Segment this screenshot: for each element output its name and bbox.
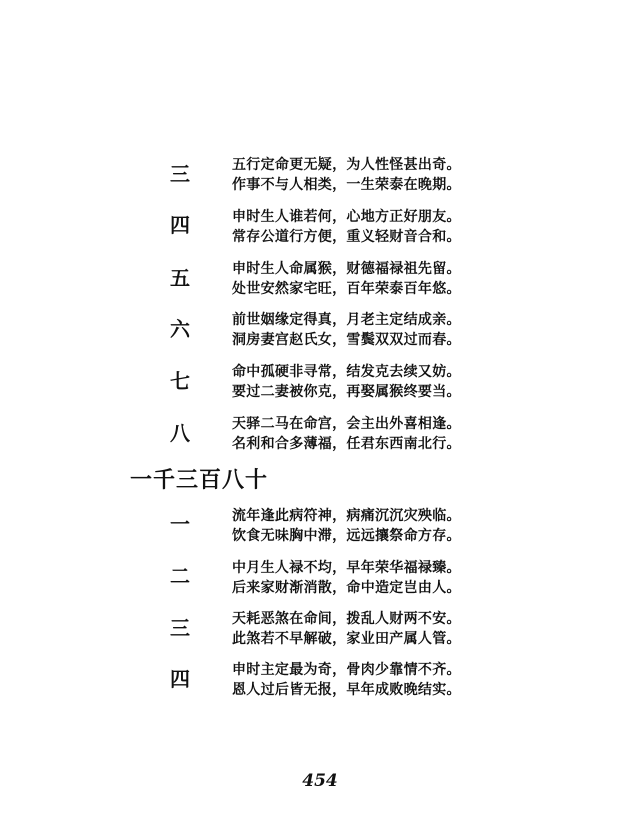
verse-entry: [0, 414, 640, 464]
verse-line: 作事不与人相类，一生荣泰在晚期。: [232, 177, 461, 193]
verse-number: 三: [170, 162, 190, 186]
verse-number: 五: [170, 266, 190, 290]
verse-number: 四: [170, 213, 190, 237]
verse-number: 八: [170, 421, 190, 445]
verse-number: 一: [170, 512, 190, 536]
verse-line: 流年逢此病符神，病痛沉沉灾殃临。: [232, 508, 461, 524]
verse-entry: [0, 207, 640, 257]
verse-number: 二: [170, 564, 190, 588]
page-number: 454: [302, 771, 338, 791]
verse-entry: [0, 558, 640, 608]
verse-line: 天耗恶煞在命间，拨乱人财两不安。: [232, 611, 461, 627]
verse-number: 六: [170, 317, 190, 341]
verse-entry: [0, 259, 640, 309]
verse-number: 三: [170, 616, 190, 640]
verse-line: 五行定命更无疑，为人性怪甚出奇。: [232, 157, 461, 173]
verse-line: 洞房妻宫赵氏女，雪鬓双双过而春。: [232, 332, 461, 348]
verse-line: 申时生人谁若何，心地方正好朋友。: [232, 209, 461, 225]
verse-line: 常存公道行方便，重义轻财音合和。: [232, 229, 461, 245]
verse-entry: [0, 155, 640, 205]
verse-entry: [0, 362, 640, 412]
verse-line: 中月生人禄不均，早年荣华福禄臻。: [232, 560, 461, 576]
verse-line: 申时生人命属猴，财德福禄祖先留。: [232, 261, 461, 277]
verse-line: 饮食无味胸中滞，远远攘祭命方存。: [232, 528, 461, 544]
verse-entry: [0, 660, 640, 710]
verse-line: 要过二妻被你克，再娶属猴终要当。: [232, 384, 461, 400]
verse-entry: [0, 506, 640, 556]
verse-line: 天驿二马在命宫，会主出外喜相逢。: [232, 416, 461, 432]
verse-line: 名利和合多薄福，任君东西南北行。: [232, 436, 461, 452]
verse-line: 命中孤硬非寻常，结发克去续又妨。: [232, 364, 461, 380]
verse-number: 四: [170, 667, 190, 691]
verse-number: 七: [170, 369, 190, 393]
verse-line: 申时主定最为奇，骨肉少靠情不齐。: [232, 662, 461, 678]
section-heading: 一千三百八十: [130, 467, 269, 493]
verse-line: 前世姻缘定得真，月老主定结成亲。: [232, 312, 461, 328]
verse-line: 此煞若不早解破，家业田产属人管。: [232, 631, 461, 647]
verse-entry: [0, 310, 640, 360]
verse-line: 后来家财渐消散，命中造定岂由人。: [232, 580, 461, 596]
verse-entry: [0, 609, 640, 659]
verse-line: 恩人过后皆无报，早年成败晚结实。: [232, 682, 461, 698]
verse-line: 处世安然家宅旺，百年荣泰百年悠。: [232, 281, 461, 297]
